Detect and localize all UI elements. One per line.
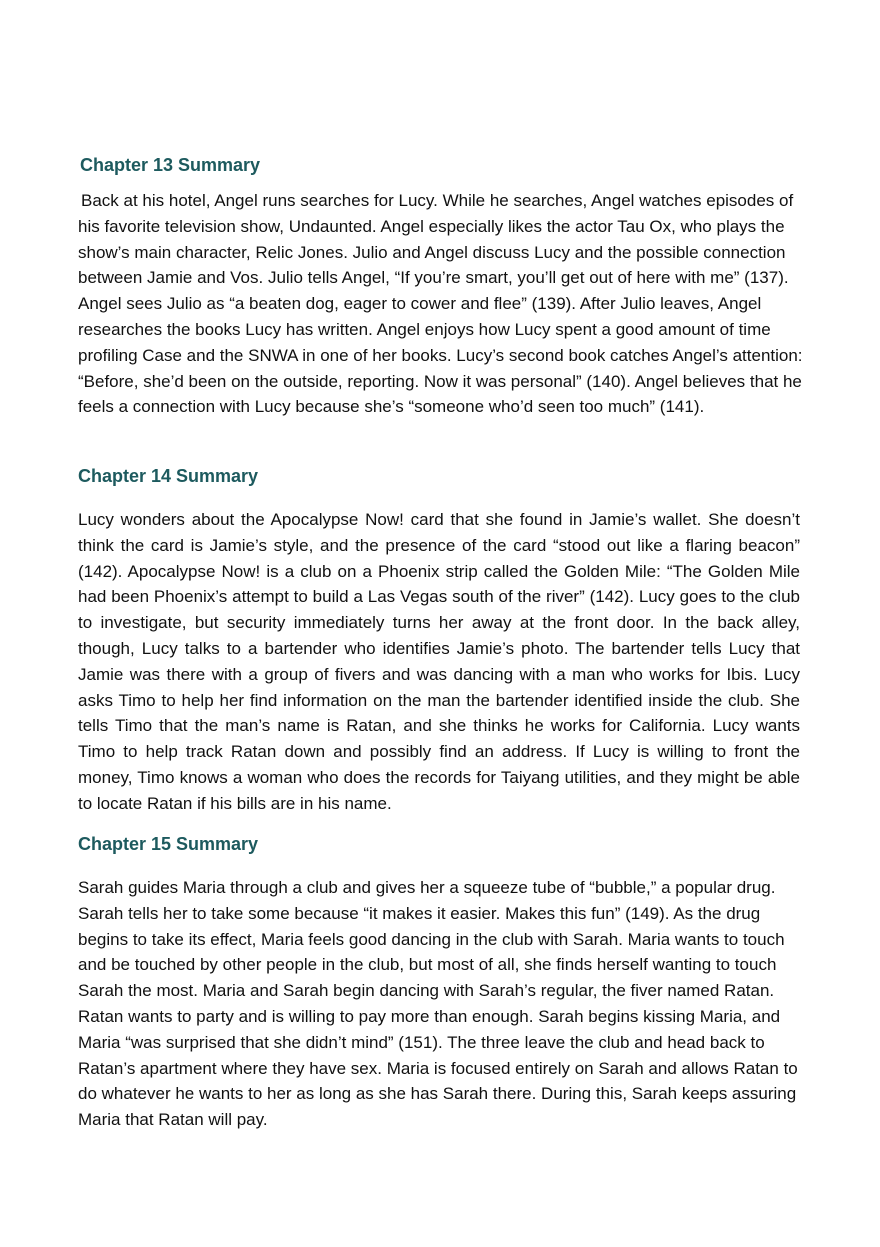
chapter-14-heading: Chapter 14 Summary [78, 466, 259, 486]
chapter-14-text: Lucy wonders about the Apocalypse Now! card that she found in Jamie’s wallet. She doesn’t think the card is Jamie’s style, and the presence of the card “stood out like a flaring beacon” (142). Apocalypse Now! is a club on a Phoenix strip called the Golden Mile: “The Golden Mile had been Phoenix’s attempt to build a Las Vegas south of the river” (142). Lucy goes to the club to investigate, but security immediately turns her away at the front door. In the back alley, though, Lucy talks to a bartender who identifies Jamie’s photo. The bartender tells Lucy that Jamie was there with a group of fivers and was dancing with a man who works for Ibis. Lucy asks Timo to help her find information on the man the bartender identified inside the club. She tells Timo that the man’s name is Ratan, and she thinks he works for California. Lucy wants Timo to help track Ratan down and possibly find an address. If Lucy is willing to front the money, Timo knows a woman who does the records for Taiyang utilities, and they might be able to locate Ratan if his bills are in his name. [78, 510, 800, 813]
chapter-13-text: Back at his hotel, Angel runs searches for Lucy. While he searches, Angel watches episodes of his favorite television show, Undaunted. Angel especially likes the actor Tau Ox, who plays the show’s main character, Relic Jones. Julio and Angel discuss Lucy and the possible connection between Jamie and Vos. Julio tells Angel, “If you’re smart, you’ll get out of here with me” (137). Angel sees Julio as “a beaten dog, eager to cower and flee” (139). After Julio leaves, Angel researches the books Lucy has written. Angel enjoys how Lucy spent a good amount of time profiling Case and the SNWA in one of her books. Lucy’s second book catches Angel’s attention: “Before, she’d been on the outside, reporting. Now it was personal” (140). Angel believes that he feels a connection with Lucy because she’s “someone who’d seen too much” (141). [78, 191, 803, 417]
chapter-15-heading: Chapter 15 Summary [78, 834, 259, 854]
chapter-15-text: Sarah guides Maria through a club and gives her a squeeze tube of “bubble,” a popular drug. Sarah tells her to take some because “it makes it easier. Makes this fun” (149). As the drug begins to take its effect, Maria feels good dancing in the club with Sarah. Maria wants to touch and be touched by other people in the club, but most of all, she finds herself wanting to touch Sarah the most. Maria and Sarah begin dancing with Sarah’s regular, the fiver named Ratan. Ratan wants to party and is willing to pay more than enough. Sarah begins kissing Maria, and Maria “was surprised that she didn’t mind” (151). The three leave the club and head back to Ratan’s apartment where they have sex. Maria is focused entirely on Sarah and allows Ratan to do whatever he wants to her as long as she has Sarah there. During this, Sarah keeps assuring Maria that Ratan will pay. [78, 878, 798, 1130]
chapter-13-heading: Chapter 13 Summary [80, 155, 261, 175]
